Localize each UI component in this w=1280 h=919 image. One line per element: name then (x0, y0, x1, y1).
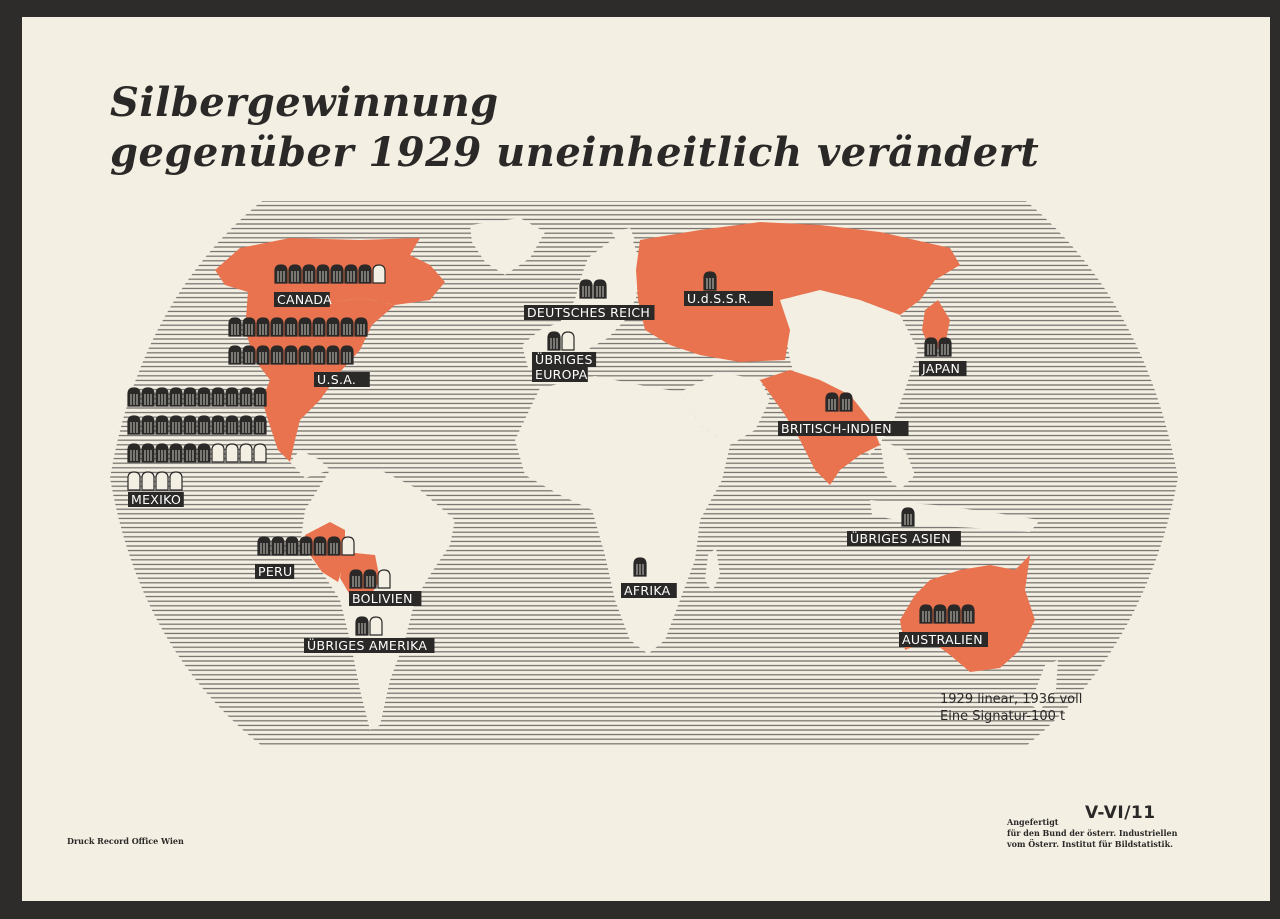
svg-text:AFRIKA: AFRIKA (624, 583, 671, 598)
silver-signature-icon-1936 (303, 265, 315, 283)
label-britisch-indien (778, 421, 909, 436)
silver-signature-icon-1936 (902, 508, 914, 526)
silver-signature-icon-1936 (240, 388, 252, 406)
label-australien (899, 632, 988, 647)
silver-signature-icon-1929 (128, 472, 140, 490)
silver-signature-icon-1936 (962, 605, 974, 623)
silver-signature-icon-1936 (313, 346, 325, 364)
svg-text:JAPAN: JAPAN (922, 361, 961, 376)
silver-signature-icon-1936 (275, 265, 287, 283)
label-peru (255, 564, 294, 579)
silver-signature-icon-1936 (271, 318, 283, 336)
silver-signature-icon-1936 (272, 537, 284, 555)
silver-signature-icon-1936 (198, 444, 210, 462)
svg-text:DEUTSCHES REICH: DEUTSCHES REICH (527, 305, 651, 320)
silver-signature-icon-1936 (271, 346, 283, 364)
label-uebriges-amerika (304, 637, 435, 653)
silver-signature-icon-1936 (840, 393, 852, 411)
silver-signature-icon-1936 (184, 444, 196, 462)
label-uebriges-europa-line-2 (532, 367, 588, 382)
label-usa (314, 372, 370, 387)
credit-line-2: für den Bund der österr. Industriellen (1007, 828, 1178, 838)
svg-text:BOLIVIEN: BOLIVIEN (352, 591, 413, 606)
svg-text:ÜBRIGES AMERIKA: ÜBRIGES AMERIKA (307, 638, 428, 653)
silver-signature-icon-1936 (128, 444, 140, 462)
svg-text:U.d.S.S.R.: U.d.S.S.R. (687, 291, 752, 306)
silver-signature-icon-1936 (142, 444, 154, 462)
silver-signature-icon-1936 (243, 318, 255, 336)
silver-signature-icon-1929 (156, 472, 168, 490)
silver-signature-icon-1936 (341, 346, 353, 364)
silver-signature-icon-1936 (226, 416, 238, 434)
silver-signature-icon-1936 (258, 537, 270, 555)
silver-signature-icon-1929 (142, 472, 154, 490)
silver-signature-icon-1936 (355, 318, 367, 336)
silver-signature-icon-1936 (156, 388, 168, 406)
svg-text:CANADA: CANADA (277, 292, 332, 307)
silver-signature-icon-1936 (350, 570, 362, 588)
silver-signature-icon-1929 (226, 444, 238, 462)
silver-signature-icon-1936 (345, 265, 357, 283)
silver-signature-icon-1936 (229, 318, 241, 336)
silver-signature-icon-1936 (299, 346, 311, 364)
svg-text:U.S.A.: U.S.A. (317, 372, 357, 387)
credit-line-1: Angefertigt (1007, 817, 1059, 827)
silver-signature-icon-1936 (548, 332, 560, 350)
silver-signature-icon-1936 (327, 318, 339, 336)
svg-text:BRITISCH-INDIEN: BRITISCH-INDIEN (781, 421, 892, 436)
silver-signature-icon-1929 (240, 444, 252, 462)
silver-signature-icon-1936 (212, 388, 224, 406)
silver-signature-icon-1936 (254, 416, 266, 434)
silver-signature-icon-1936 (257, 318, 269, 336)
silver-signature-icon-1936 (170, 388, 182, 406)
silver-signature-icon-1936 (317, 265, 329, 283)
svg-text:ÜBRIGES: ÜBRIGES (535, 352, 593, 367)
silver-signature-icon-1936 (925, 338, 937, 356)
label-uebriges-europa-line-1 (532, 351, 596, 367)
silver-signature-icon-1929 (373, 265, 385, 283)
silver-signature-icon-1929 (378, 570, 390, 588)
label-canada (274, 292, 332, 307)
silver-signature-icon-1936 (212, 416, 224, 434)
label-mexiko (128, 492, 184, 507)
silver-signature-icon-1936 (184, 416, 196, 434)
silver-signature-icon-1936 (594, 280, 606, 298)
silver-signature-icon-1936 (341, 318, 353, 336)
silver-signature-icon-1936 (128, 388, 140, 406)
silver-signature-icon-1936 (226, 388, 238, 406)
silver-signature-icon-1929 (170, 472, 182, 490)
silver-signature-icon-1936 (634, 558, 646, 576)
silver-signature-icon-1936 (156, 416, 168, 434)
silver-signature-icon-1936 (243, 346, 255, 364)
institute-credit (1007, 817, 1177, 850)
silver-signature-icon-1936 (364, 570, 376, 588)
printer-credit: Druck Record Office Wien (67, 836, 184, 846)
silver-signature-icon-1936 (198, 416, 210, 434)
silver-signature-icon-1936 (939, 338, 951, 356)
silver-signature-icon-1936 (356, 617, 368, 635)
silver-signature-icon-1936 (289, 265, 301, 283)
label-bolivien (349, 591, 421, 606)
silver-signature-icon-1936 (300, 537, 312, 555)
legend-line-2: Eine Signatur-100 t (940, 709, 1066, 724)
silver-signature-icon-1936 (229, 346, 241, 364)
label-udssr (684, 291, 773, 306)
silver-signature-icon-1936 (934, 605, 946, 623)
silver-signature-icon-1936 (826, 393, 838, 411)
silver-signature-icon-1936 (170, 416, 182, 434)
silver-signature-icon-1936 (240, 416, 252, 434)
silver-signature-icon-1936 (128, 416, 140, 434)
silver-signature-icon-1936 (198, 388, 210, 406)
silver-signature-icon-1936 (328, 537, 340, 555)
svg-text:PERU: PERU (258, 564, 293, 579)
silver-signature-icon-1936 (286, 537, 298, 555)
silver-signature-icon-1929 (342, 537, 354, 555)
label-japan (919, 361, 967, 376)
label-deutsches-reich (524, 305, 655, 320)
silver-signature-icon-1936 (580, 280, 592, 298)
silver-signature-icon-1929 (254, 444, 266, 462)
silver-signature-icon-1936 (948, 605, 960, 623)
label-afrika (621, 583, 677, 598)
silver-signature-icon-1936 (313, 318, 325, 336)
silver-signature-icon-1929 (370, 617, 382, 635)
silver-signature-icon-1936 (327, 346, 339, 364)
silver-signature-icon-1929 (562, 332, 574, 350)
silver-signature-icon-1936 (299, 318, 311, 336)
svg-text:ÜBRIGES ASIEN: ÜBRIGES ASIEN (850, 531, 951, 546)
credit-line-3: vom Österr. Institut für Bildstatistik. (1007, 839, 1173, 849)
silver-signature-icon-1936 (257, 346, 269, 364)
silver-signature-icon-1936 (285, 318, 297, 336)
silver-signature-icon-1929 (212, 444, 224, 462)
silver-signature-icon-1936 (331, 265, 343, 283)
legend-line-1: 1929 linear, 1936 voll (940, 692, 1083, 707)
svg-text:AUSTRALIEN: AUSTRALIEN (902, 632, 983, 647)
silver-signature-icon-1936 (920, 605, 932, 623)
silver-signature-icon-1936 (184, 388, 196, 406)
title-line-2: gegenüber 1929 uneinheitlich verändert (110, 129, 1040, 176)
silver-signature-icon-1936 (142, 388, 154, 406)
silver-signature-icon-1936 (254, 388, 266, 406)
silver-signature-icon-1936 (704, 272, 716, 290)
label-uebriges-asien (847, 530, 961, 546)
silver-signature-icon-1936 (314, 537, 326, 555)
silver-signature-icon-1936 (156, 444, 168, 462)
silver-signature-icon-1936 (170, 444, 182, 462)
svg-text:MEXIKO: MEXIKO (131, 492, 182, 507)
svg-text:EUROPA: EUROPA (535, 367, 588, 382)
plate-code: V-VI/11 (1085, 803, 1156, 823)
silver-signature-icon-1936 (285, 346, 297, 364)
title-line-1: Silbergewinnung (110, 79, 499, 126)
silver-signature-icon-1936 (359, 265, 371, 283)
legend (940, 691, 1082, 725)
silver-signature-icon-1936 (142, 416, 154, 434)
